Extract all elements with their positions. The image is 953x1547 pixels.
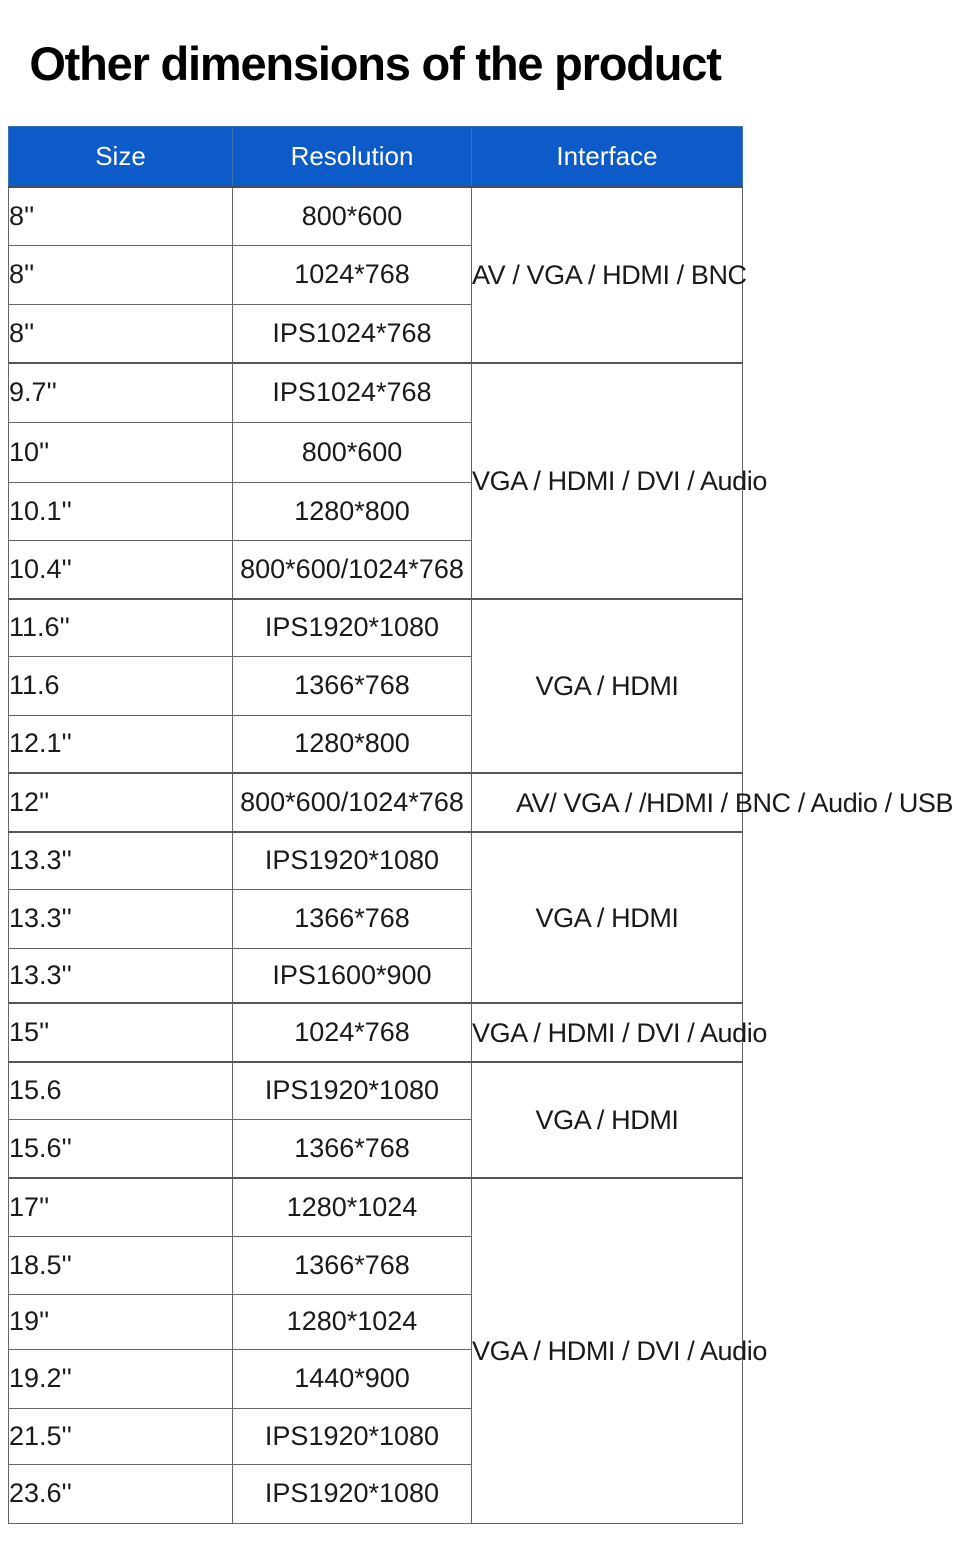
dimensions-table bbox=[8, 126, 953, 1524]
resolution-cell: IPS1920*1080 bbox=[233, 1062, 472, 1119]
resolution-cell: IPS1024*768 bbox=[233, 363, 472, 422]
size-cell: 21.5'' bbox=[9, 1408, 233, 1464]
resolution-cell: IPS1024*768 bbox=[233, 304, 472, 363]
size-cell: 13.3'' bbox=[9, 889, 233, 948]
resolution-cell: IPS1920*1080 bbox=[233, 599, 472, 656]
size-cell: 11.6'' bbox=[9, 599, 233, 656]
size-cell: 8'' bbox=[9, 187, 233, 245]
resolution-cell: 1440*900 bbox=[233, 1349, 472, 1408]
resolution-cell: 800*600/1024*768 bbox=[233, 540, 472, 599]
resolution-cell: 1280*1024 bbox=[233, 1178, 472, 1236]
resolution-cell: IPS1920*1080 bbox=[233, 832, 472, 889]
size-cell: 12'' bbox=[9, 773, 233, 832]
interface-cell: VGA / HDMI / DVI / Audio bbox=[472, 363, 743, 599]
table-row bbox=[9, 1003, 743, 1062]
interface-cell: VGA / HDMI / DVI / Audio bbox=[472, 1178, 743, 1523]
size-cell: 8'' bbox=[9, 245, 233, 304]
resolution-cell: 1366*768 bbox=[233, 656, 472, 715]
interface-cell: VGA / HDMI / DVI / Audio bbox=[472, 1003, 743, 1062]
size-cell: 11.6 bbox=[9, 656, 233, 715]
resolution-cell: 1280*800 bbox=[233, 715, 472, 773]
resolution-cell: 1366*768 bbox=[233, 1236, 472, 1294]
resolution-cell: 1024*768 bbox=[233, 245, 472, 304]
resolution-cell: 1366*768 bbox=[233, 889, 472, 948]
table-row bbox=[9, 773, 743, 832]
table-row bbox=[9, 363, 743, 422]
column-header-size: Size bbox=[9, 127, 233, 188]
size-cell: 15'' bbox=[9, 1003, 233, 1062]
table-body bbox=[9, 187, 953, 1523]
table-row bbox=[9, 1178, 743, 1236]
size-cell: 10'' bbox=[9, 422, 233, 482]
resolution-cell: IPS1600*900 bbox=[233, 948, 472, 1003]
resolution-cell: 1280*800 bbox=[233, 482, 472, 540]
table-header-row bbox=[9, 127, 743, 188]
size-cell: 15.6'' bbox=[9, 1119, 233, 1178]
table-row bbox=[9, 1062, 743, 1119]
resolution-cell: 1366*768 bbox=[233, 1119, 472, 1178]
size-cell: 19.2'' bbox=[9, 1349, 233, 1408]
size-cell: 10.4'' bbox=[9, 540, 233, 599]
resolution-cell: 1280*1024 bbox=[233, 1294, 472, 1349]
interface-cell: VGA / HDMI bbox=[472, 1062, 743, 1178]
interface-cell: VGA / HDMI bbox=[472, 599, 743, 773]
interface-cell: VGA / HDMI bbox=[472, 832, 743, 1003]
size-cell: 13.3'' bbox=[9, 832, 233, 889]
column-header-interface: Interface bbox=[472, 127, 743, 188]
resolution-cell: 800*600/1024*768 bbox=[233, 773, 472, 832]
size-cell: 8'' bbox=[9, 304, 233, 363]
interface-cell: AV/ VGA / /HDMI / BNC / Audio / USB bbox=[472, 773, 743, 832]
resolution-cell: IPS1920*1080 bbox=[233, 1408, 472, 1464]
size-cell: 12.1'' bbox=[9, 715, 233, 773]
size-cell: 15.6 bbox=[9, 1062, 233, 1119]
size-cell: 13.3'' bbox=[9, 948, 233, 1003]
resolution-cell: 800*600 bbox=[233, 422, 472, 482]
table-row bbox=[9, 832, 743, 889]
table-row bbox=[9, 187, 743, 245]
resolution-cell: 800*600 bbox=[233, 187, 472, 245]
page-title: Other dimensions of the product bbox=[29, 37, 721, 90]
resolution-cell: IPS1920*1080 bbox=[233, 1464, 472, 1523]
size-cell: 23.6'' bbox=[9, 1464, 233, 1523]
size-cell: 17'' bbox=[9, 1178, 233, 1236]
size-cell: 19'' bbox=[9, 1294, 233, 1349]
table-row bbox=[9, 599, 743, 656]
resolution-cell: 1024*768 bbox=[233, 1003, 472, 1062]
interface-cell: AV / VGA / HDMI / BNC bbox=[472, 187, 743, 363]
size-cell: 9.7'' bbox=[9, 363, 233, 422]
size-cell: 18.5'' bbox=[9, 1236, 233, 1294]
size-cell: 10.1'' bbox=[9, 482, 233, 540]
column-header-resolution: Resolution bbox=[233, 127, 472, 188]
